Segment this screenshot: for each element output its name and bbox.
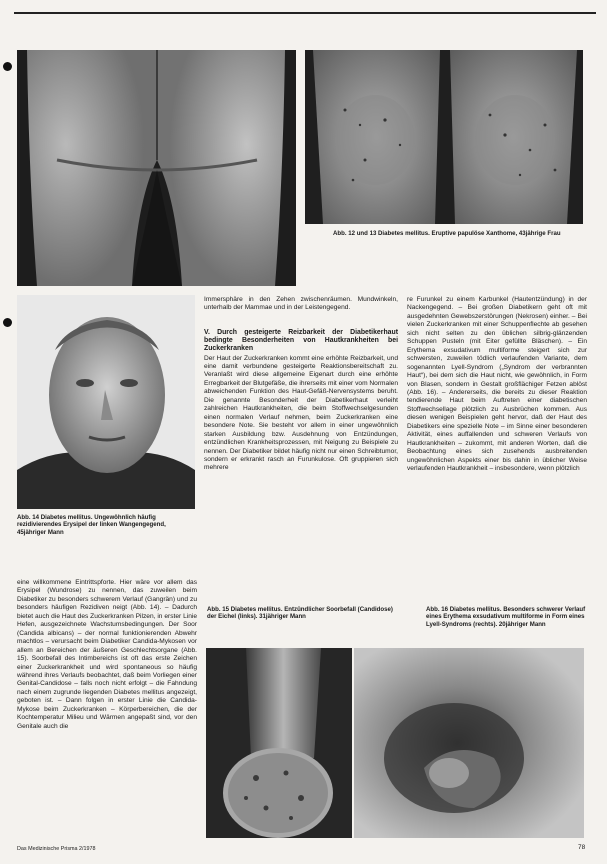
photo-fig12 (17, 50, 296, 286)
footer-page-number: 78 (578, 844, 586, 851)
column-middle-body-text: Der Haut der Zuckerkranken kommt eine erhöhte Reizbarkeit, und eine damit verbundene gesteigerte Reaktionsbereitschaft zu. Veranlaßt wird diese allgemeine Eigenart durch eine erhöhte Erregbarkeit der Blutgefäße, die ihrerseits mit einer vom Normalen abweichenden Funktion des Haut-Gefäß-Nervensystems beruht. Die genannte Besonderheit der Diabetikerhaut verleiht zahlreichen Hautkrankheiten, die beim Stoffwechselgesunden einen normalen Verlauf nehmen, beim Zuckerkranken eine besondere Note. Sie besteht vor allem in einer ungewöhnlich starken Ausbildung bzw. Ausdehnung von Entzündungen, entzündlichen Krankheitsprozessen, mit Neigung zu Beispiele zu nennen. Der Diabetiker bildet häufig nicht nur einen Schreibtumor, sondern er erkrankt rasch an Furunkulose. Oft gruppieren sich mehrere (204, 354, 398, 472)
caption-fig12-13: Abb. 12 und 13 Diabetes mellitus. Eruptive papulöse Xanthome, 43jährige Frau (333, 230, 561, 237)
photo-fig14 (17, 295, 195, 509)
punch-hole-top (3, 62, 12, 71)
column-middle (204, 296, 398, 473)
caption-fig14: Abb. 14 Diabetes mellitus. Ungewöhnlich häufig rezidivierendes Erysipel der linken Wangengegend, 45jähriger Mann (17, 514, 166, 536)
photo-fig15 (206, 648, 352, 838)
column-middle-top-text: Immersphäre in den Zehen zwischenräumen. Mundwinkeln, unterhalb der Mammae und in der Leistengegend. (204, 296, 398, 312)
photo-fig16 (354, 648, 584, 838)
top-rule (14, 12, 596, 14)
column-right-text: re Furunkel zu einem Karbunkel (Hautentzündung) in der Nackengegend. – Bei großen Diabetikern geht oft mit ausgedehnten Gewebszerstörungen (Nekrosen) einher. – Bei vielen Zuckerkranken mit einer Schuppenflechte ab gesehen sich nicht selten zu den üblichen silbrig-glänzenden Schuppen Pusteln (mit Eiter gefüllte Bläschen). – Ein Erythema exsudativum multiforme steigert sich zur schwersten, zuweilen tödlich verlaufenden Variante, dem sogenannten Lyell-Syndrom („Syndrom der verbrannten Haut“), bei dem sich die Haut nicht, wie gewöhnlich, in Form von Blasen, sondern in Gestalt großflächiger Fetzen ablöst (Abb. 16). – Andererseits, die bereits zu dieser Reaktion tendierende Haut beim Auftreten einer diabetischen Stoffwechsellage plötzlich zu Ausbrüchen kommen. Aus diesen wenigen Beispielen geht hervor, daß der Haut des Diabetikers eine spezielle Note – im Sinne einer besonderen Aktivität, eines auffallenden und schweren Verlaufs von Hautkrankheiten – zukommt, mit anderen Worten, daß die Beobachtung eines sich zusehends ausbreitenden ungewöhnlichen Aspekts einer bis dahin in üblicher Weise verlaufenden Hautkrankheit – insbesondere, wenn plötzlich (407, 296, 587, 473)
photo-fig13 (305, 50, 583, 224)
punch-hole-mid (3, 318, 12, 327)
section-heading: V. Durch gesteigerte Reizbarkeit der Diabetikerhaut bedingte Besonderheiten von Hautkrankheiten bei Zuckerkranken (204, 328, 398, 353)
column-right (407, 296, 587, 474)
column-left (17, 579, 197, 731)
caption-fig15: Abb. 15 Diabetes mellitus. Entzündlicher Soorbefall (Candidose) der Eichel (links). 31jähriger Mann (207, 606, 393, 621)
caption-fig16: Abb. 16 Diabetes mellitus. Besonders schwerer Verlauf eines Erythema exsudativum multiforme in Form eines Lyell-Syndroms (rechts). 20jähriger Mann (426, 606, 586, 628)
footer-left: Das Medizinische Prisma 2/1978 (17, 846, 96, 852)
column-left-text: eine willkommene Eintrittspforte. Hier wäre vor allem das Erysipel (Wundrose) zu nennen, das zuweilen beim Diabetiker zu besonders schwerem Verlauf (Gangrän) und zu besonders häufigen Rezidiven neigt (Abb. 14). – Dadurch bietet auch die Haut des Zuckerkranken Pilzen, in erster Linie Hefen, ausgezeichnete Wachstumsbedingungen. Der Soor (Candida albicans) – der normal funktionierenden Abwehr machtlos – verursacht beim Diabetiker Candida-Mykosen vor allem an Bereichen der äußeren Geschlechtsorgane (Abb. 15). Soorbefall des Intimbereichs ist oft das erste Zeichen einer Zuckerkrankheit und wird spontaneous so häufig während ihres Verlaufs beobachtet, daß beim Vorliegen einer Genital-Candidose – falls noch nicht erfolgt – die Fahndung nach einem zugrunde liegenden Diabetes mellitus angezeigt, geboten ist. – Dann folgen in erster Linie die Candida-Mykose beim Zuckerkranken – Körperbereichen, die der Kochtemperatur Milieu und Wärmen angepaßt sind, vor den Genitale auch die (17, 579, 197, 730)
